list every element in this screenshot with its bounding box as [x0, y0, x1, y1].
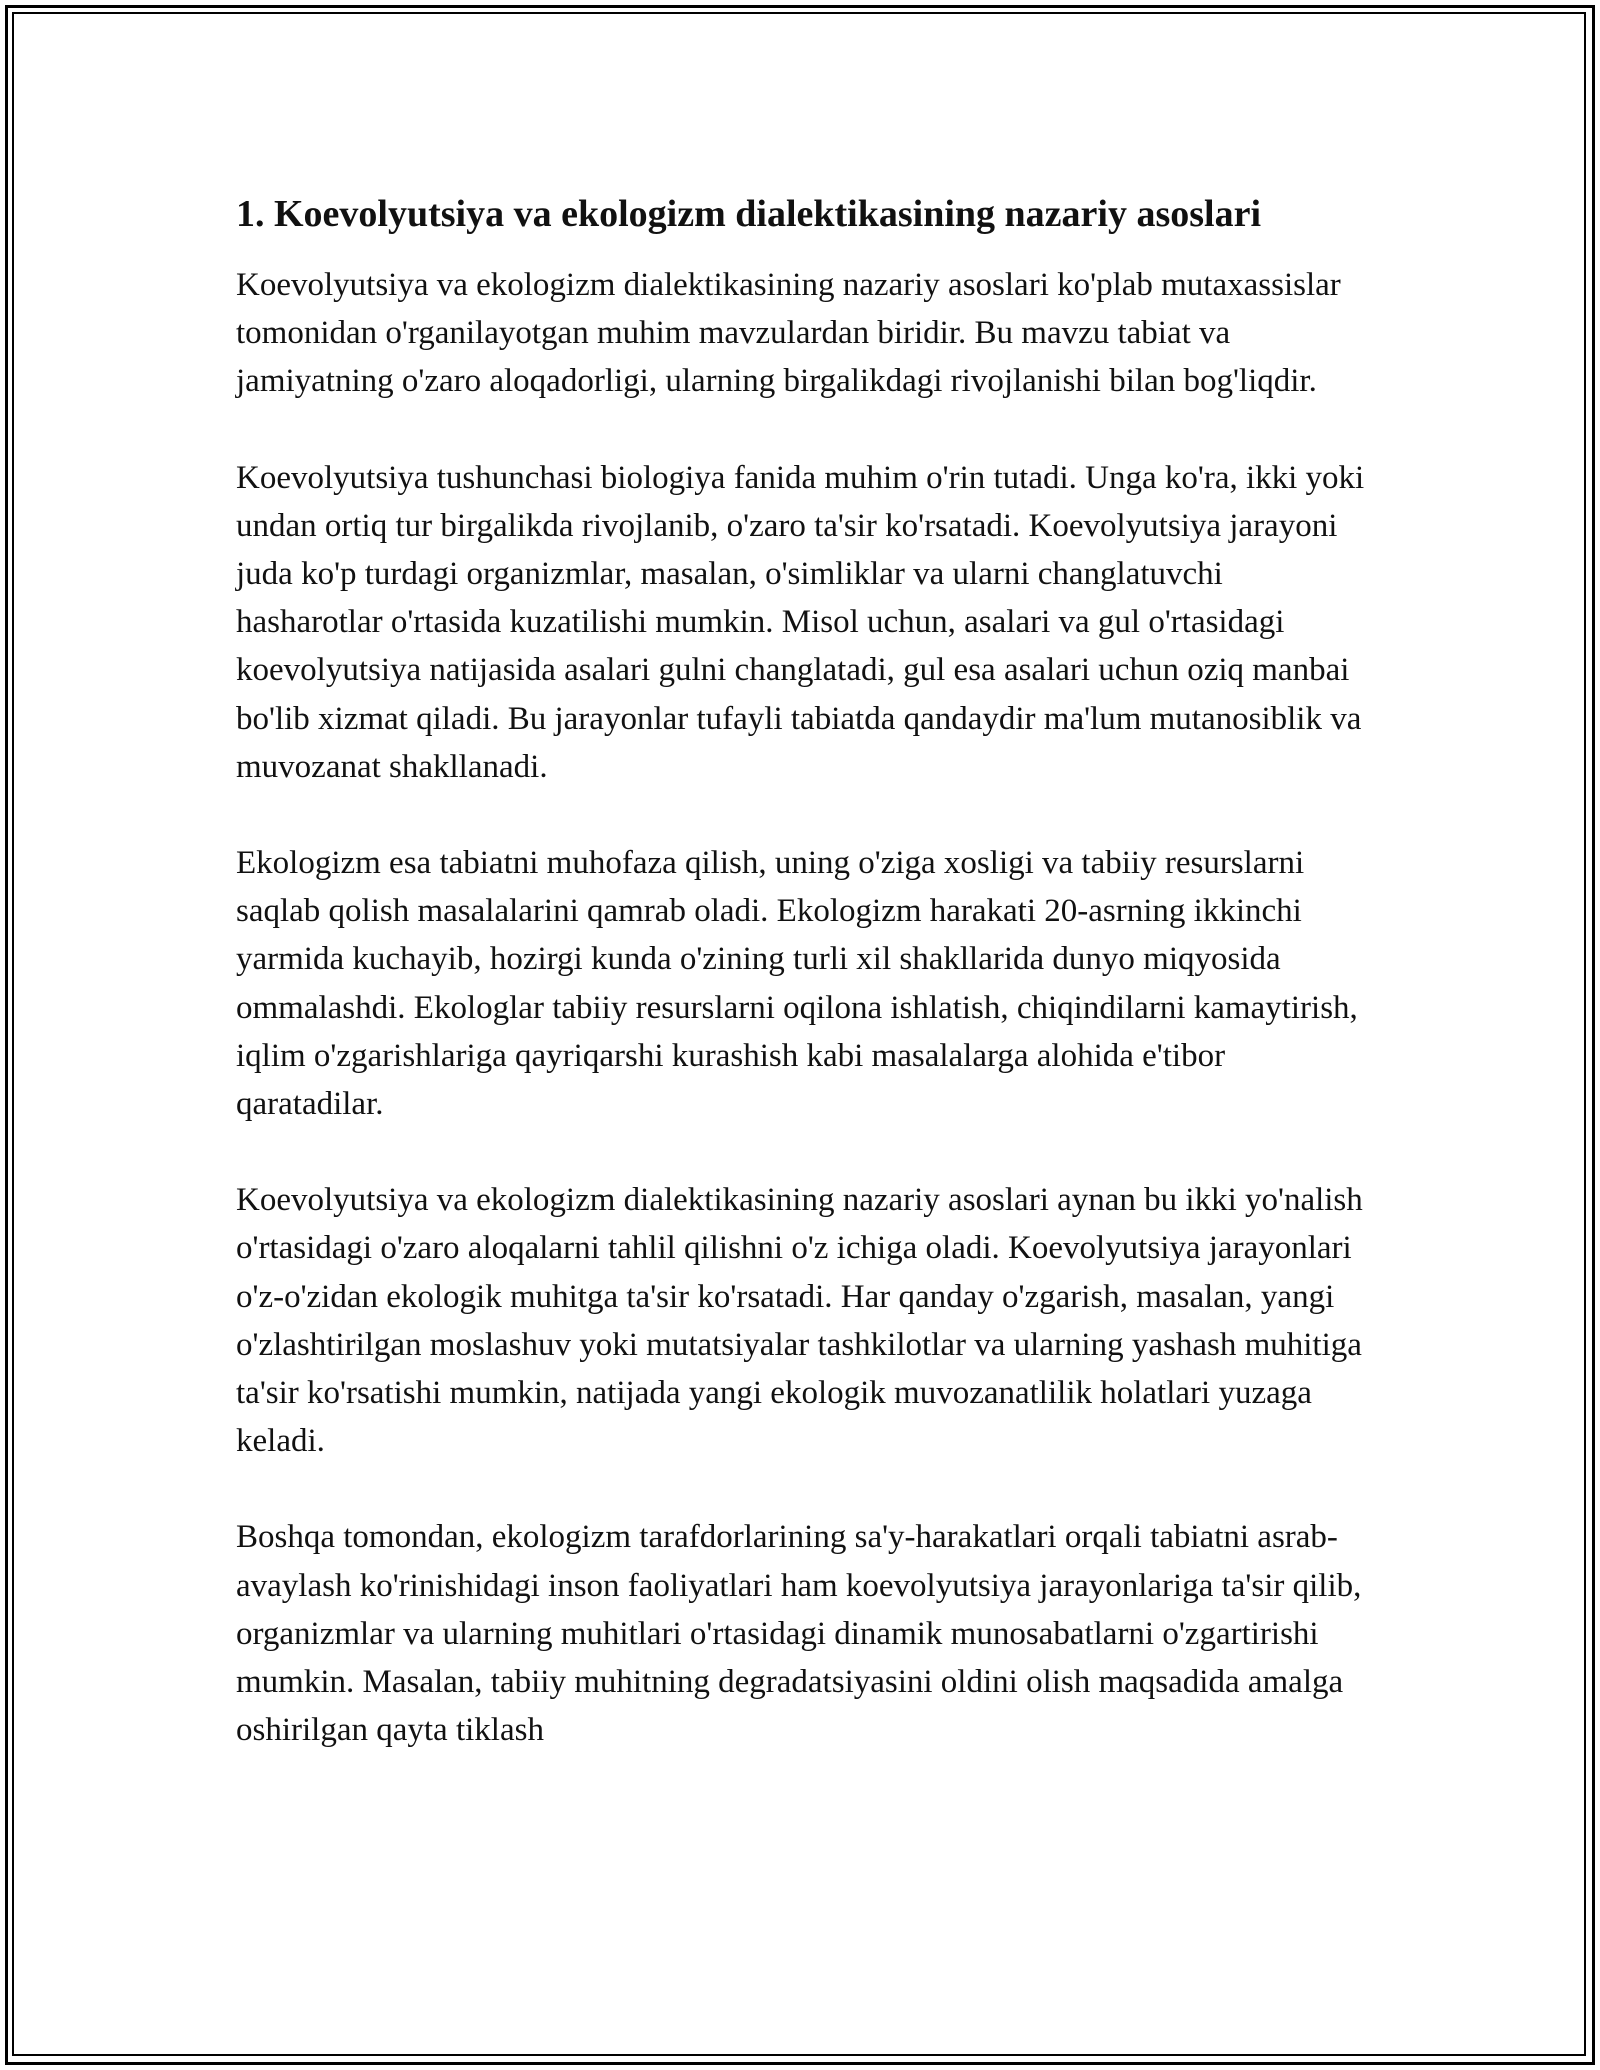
paragraph-4: Koevolyutsiya va ekologizm dialektikasining nazariy asoslari aynan bu ikki yo'nalish o'rtasidagi o'zaro aloqalarni tahlil qilishni o'z ichiga oladi. Koevolyutsiya jarayonlari o'z-o'zidan ekologik muhitga ta'sir ko'rsatadi. Har qanday o'zgarish, masalan, yangi o'zlashtirilgan moslashuv yoki mutatsiyalar tashkilotlar va ularning yashash muhitiga ta'sir ko'rsatishi mumkin, natijada yangi ekologik muvozanatlilik holatlari yuzaga keladi. [236, 1182, 1363, 1460]
paragraph-1: Koevolyutsiya va ekologizm dialektikasining nazariy asoslari ko'plab mutaxassislar tomonidan o'rganilayotgan muhim mavzulardan biridir. Bu mavzu tabiat va jamiyatning o'zaro aloqadorligi, ularning birgalikdagi rivojlanishi bilan bog'liqdir. [236, 267, 1341, 400]
section-heading: 1. Koevolyutsiya va ekologizm dialektikasining nazariy asoslari [236, 193, 1261, 235]
paragraph-2: Koevolyutsiya tushunchasi biologiya fanida muhim o'rin tutadi. Unga ko'ra, ikki yoki undan ortiq tur birgalikda rivojlanib, o'zaro ta'sir ko'rsatadi. Koevolyutsiya jarayoni juda ko'p turdagi organizmlar, masalan, o'simliklar va ularni changlatuvchi hasharotlar o'rtasida kuzatilishi mumkin. Misol uchun, asalari va gul o'rtasidagi koevolyutsiya natijasida asalari gulni changlatadi, gul esa asalari uchun oziq manbai bo'lib xizmat qiladi. Bu jarayonlar tufayli tabiatda qandaydir ma'lum mutanosiblik va muvozanat shakllanadi. [236, 459, 1365, 785]
document-body [236, 190, 1366, 1754]
paragraph-5: Boshqa tomondan, ekologizm tarafdorlarining sa'y-harakatlari orqali tabiatni asrab-avaylash ko'rinishidagi inson faoliyatlari ham koevolyutsiya jarayonlariga ta'sir qilib, organizmlar va ularning muhitlari o'rtasidagi dinamik munosabatlarni o'zgartirishi mumkin. Masalan, tabiiy muhitning degradatsiyasini oldini olish maqsadida amalga oshirilgan qayta tiklash [236, 1519, 1362, 1749]
paragraph-3: Ekologizm esa tabiatni muhofaza qilish, uning o'ziga xosligi va tabiiy resurslarni saqlab qolish masalalarini qamrab oladi. Ekologizm harakati 20-asrning ikkinchi yarmida kuchayib, hozirgi kunda o'zining turli xil shakllarida dunyo miqyosida ommalashdi. Ekologlar tabiiy resurslarni oqilona ishlatish, chiqindilarni kamaytirish, iqlim o'zgarishlariga qayriqarshi kurashish kabi masalalarga alohida e'tibor qaratadilar. [236, 845, 1358, 1123]
